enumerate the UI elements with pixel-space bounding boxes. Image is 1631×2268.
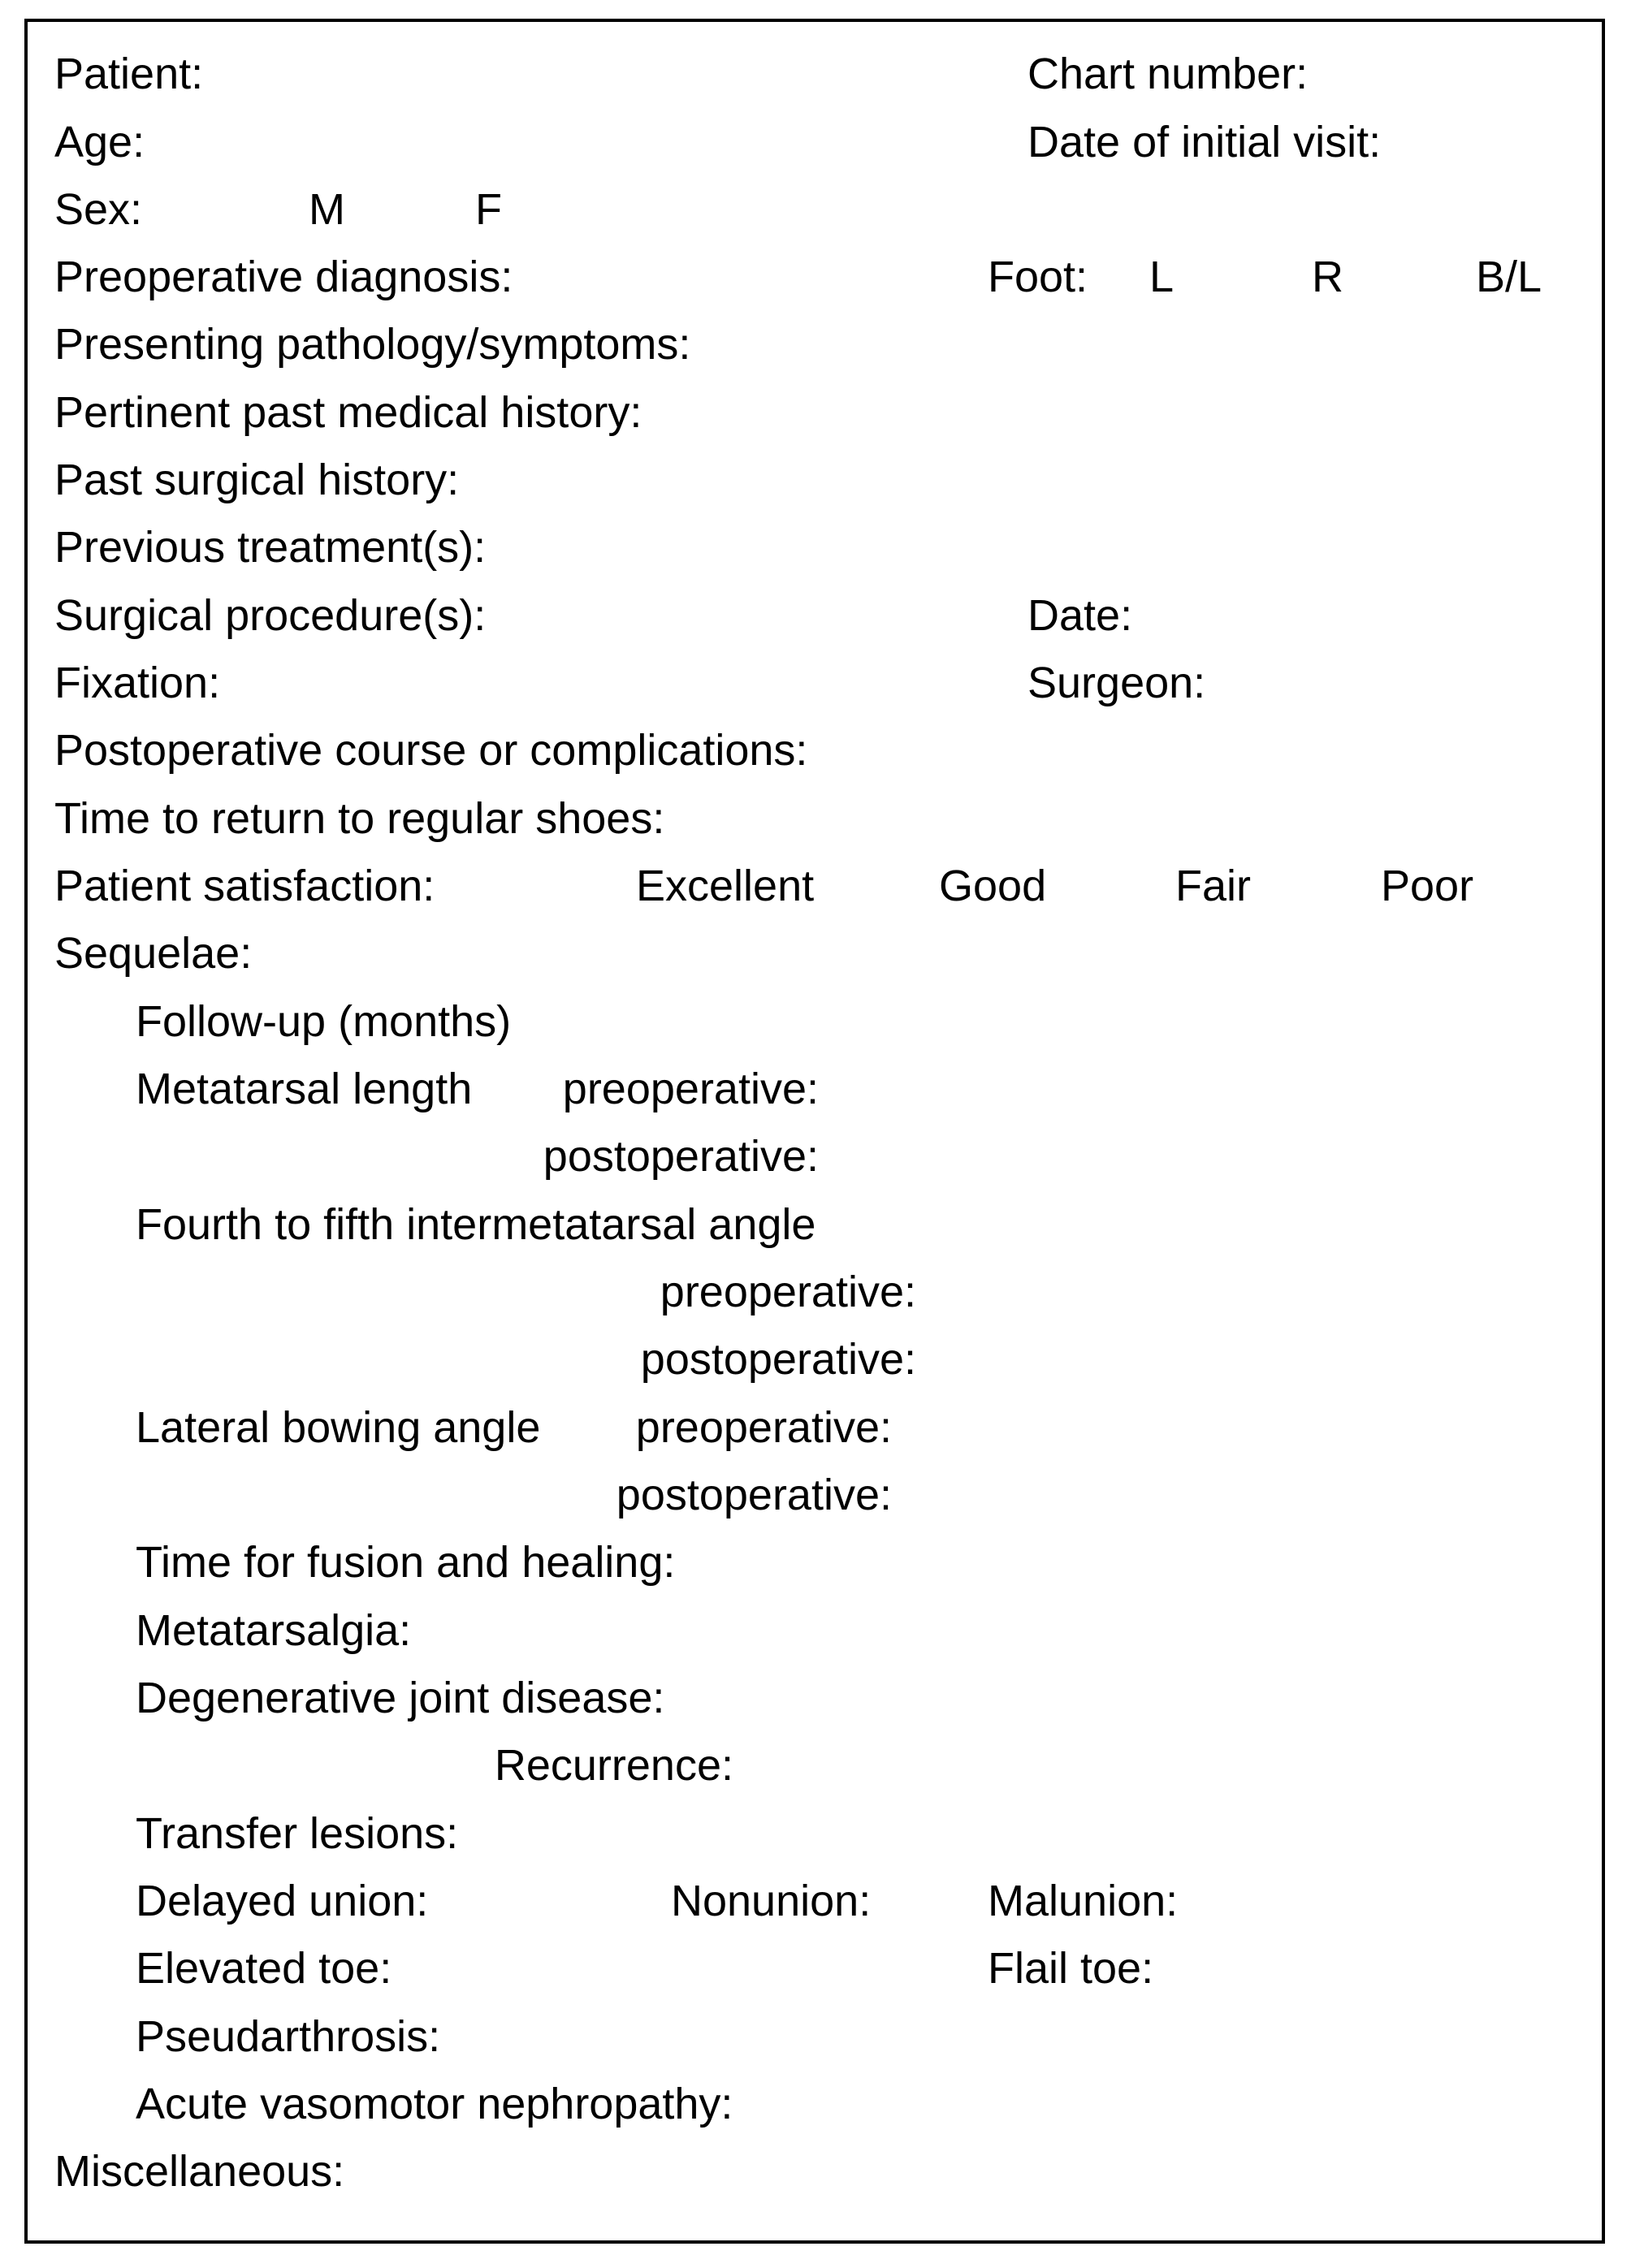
- postop-course-label: Postoperative course or complications:: [54, 726, 808, 775]
- transfer-lesions-label: Transfer lesions:: [136, 1809, 459, 1858]
- date-initial-visit-label: Date of initial visit:: [1027, 118, 1382, 166]
- patient-label: Patient:: [54, 50, 204, 98]
- foot-option-r: R: [1312, 253, 1343, 301]
- metatarsal-length-preop-label: preoperative:: [562, 1065, 819, 1113]
- metatarsal-length-postop-label: postoperative:: [543, 1132, 819, 1181]
- satisfaction-label: Patient satisfaction:: [54, 862, 435, 910]
- lateral-bowing-preop-label: preoperative:: [635, 1403, 892, 1452]
- chart-number-label: Chart number:: [1027, 50, 1309, 98]
- pseudarthrosis-label: Pseudarthrosis:: [136, 2012, 441, 2061]
- satisfaction-option-poor: Poor: [1381, 862, 1474, 910]
- surgical-procedure-label: Surgical procedure(s):: [54, 591, 487, 640]
- malunion-label: Malunion:: [988, 1877, 1179, 1925]
- intermetatarsal-angle-postop-label: postoperative:: [640, 1335, 916, 1384]
- foot-option-bl: B/L: [1476, 253, 1542, 301]
- djd-label: Degenerative joint disease:: [136, 1674, 665, 1722]
- recurrence-label: Recurrence:: [494, 1741, 733, 1790]
- satisfaction-option-fair: Fair: [1175, 862, 1251, 910]
- lateral-bowing-postop-label: postoperative:: [616, 1471, 892, 1519]
- satisfaction-option-good: Good: [939, 862, 1047, 910]
- elevated-toe-label: Elevated toe:: [136, 1944, 392, 1993]
- nonunion-label: Nonunion:: [671, 1877, 872, 1925]
- past-surgical-label: Past surgical history:: [54, 456, 460, 504]
- sex-option-f: F: [475, 185, 502, 234]
- fusion-healing-label: Time for fusion and healing:: [136, 1538, 676, 1587]
- foot-label: Foot:: [988, 253, 1088, 301]
- age-label: Age:: [54, 118, 145, 166]
- previous-treatment-label: Previous treatment(s):: [54, 523, 487, 572]
- followup-label: Follow-up (months): [136, 997, 512, 1046]
- return-shoes-label: Time to return to regular shoes:: [54, 794, 665, 843]
- sex-option-m: M: [309, 185, 345, 234]
- date-label: Date:: [1027, 591, 1133, 640]
- metatarsal-length-label: Metatarsal length: [136, 1065, 473, 1113]
- preop-diagnosis-label: Preoperative diagnosis:: [54, 253, 513, 301]
- sex-label: Sex:: [54, 185, 143, 234]
- flail-toe-label: Flail toe:: [988, 1944, 1154, 1993]
- lateral-bowing-label: Lateral bowing angle: [136, 1403, 541, 1452]
- metatarsalgia-label: Metatarsalgia:: [136, 1606, 412, 1655]
- intermetatarsal-angle-label: Fourth to fifth intermetatarsal angle: [136, 1200, 816, 1249]
- vasomotor-label: Acute vasomotor nephropathy:: [136, 2080, 733, 2128]
- presenting-label: Presenting pathology/symptoms:: [54, 320, 691, 369]
- miscellaneous-label: Miscellaneous:: [54, 2147, 345, 2196]
- fixation-label: Fixation:: [54, 659, 221, 707]
- surgeon-label: Surgeon:: [1027, 659, 1206, 707]
- past-medical-label: Pertinent past medical history:: [54, 388, 642, 437]
- foot-option-l: L: [1149, 253, 1175, 301]
- sequelae-heading: Sequelae:: [54, 929, 253, 978]
- satisfaction-option-excellent: Excellent: [636, 862, 815, 910]
- intermetatarsal-angle-preop-label: preoperative:: [660, 1268, 916, 1316]
- delayed-union-label: Delayed union:: [136, 1877, 429, 1925]
